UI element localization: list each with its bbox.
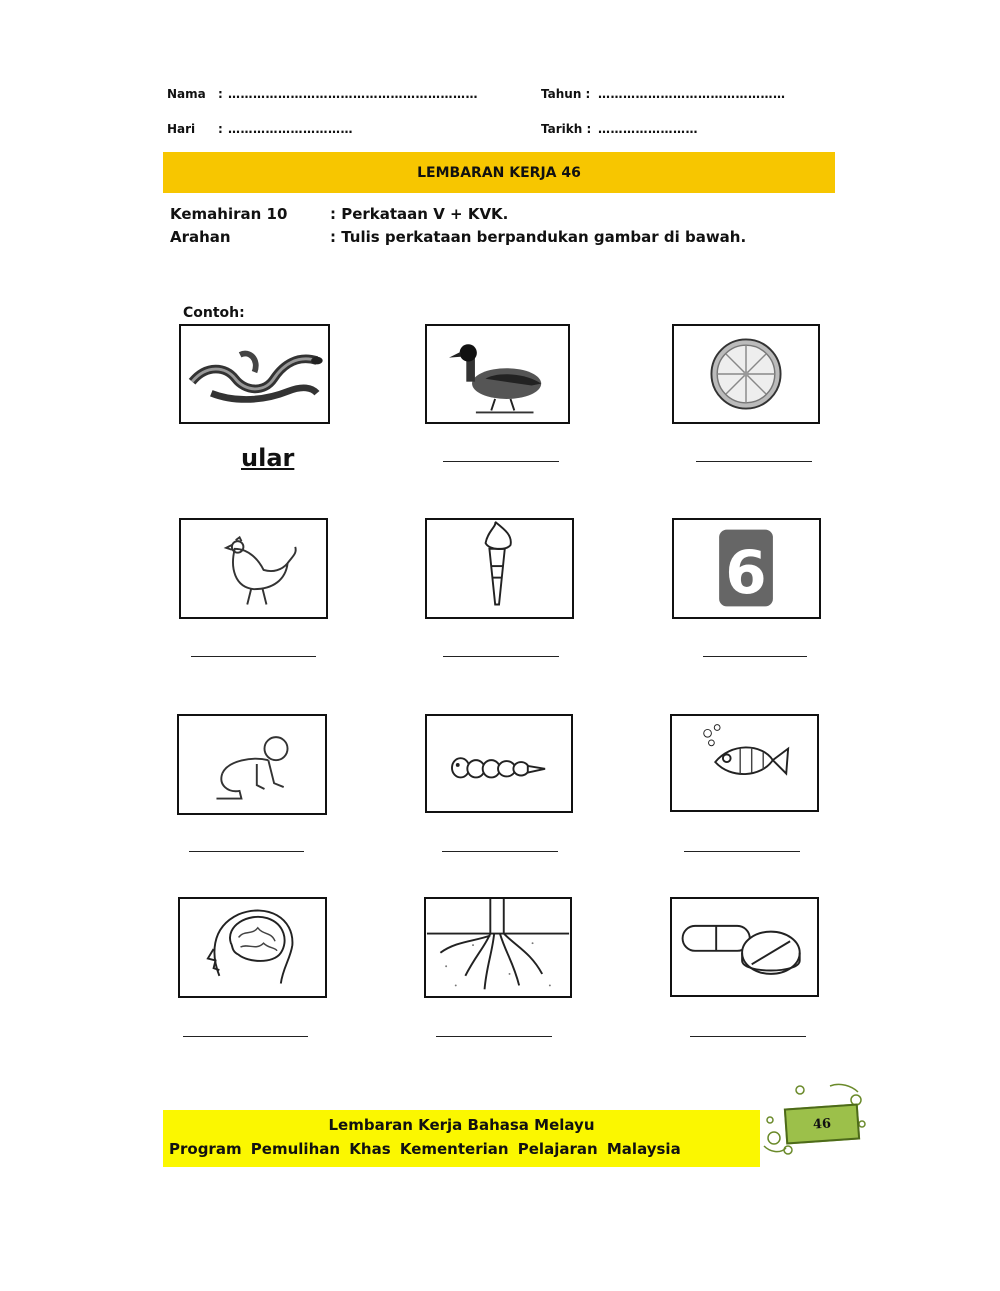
answer-line-six[interactable] xyxy=(703,656,807,657)
tahun-label: Tahun : xyxy=(541,87,591,101)
picture-duck xyxy=(425,324,570,424)
footer-line-1: Lembaran Kerja Bahasa Melayu xyxy=(328,1116,595,1134)
brain-head-icon xyxy=(180,899,325,996)
torch-icon xyxy=(427,520,572,617)
example-answer-word: ular xyxy=(241,444,295,472)
snake-icon xyxy=(181,326,328,422)
caterpillar-icon xyxy=(427,716,571,811)
answer-line-orange[interactable] xyxy=(696,461,812,462)
tarikh-label: Tarikh : xyxy=(541,122,592,136)
worksheet-title-banner xyxy=(163,152,835,193)
hen-icon xyxy=(181,520,326,617)
answer-line-torch[interactable] xyxy=(443,656,559,657)
picture-fish xyxy=(670,714,819,812)
picture-caterpillar xyxy=(425,714,573,813)
answer-line-brain[interactable] xyxy=(183,1036,308,1037)
number-six-text: 6 xyxy=(725,538,767,608)
answer-line-hen[interactable] xyxy=(191,656,316,657)
nama-label: Nama xyxy=(167,87,206,101)
hari-label: Hari xyxy=(167,122,196,136)
skill-label: Kemahiran 10 xyxy=(170,205,288,223)
direction-value: : Tulis perkataan berpandukan gambar di bawah. xyxy=(330,228,747,246)
tree-roots-icon xyxy=(426,899,570,996)
footer-line-2: Program Pemulihan Khas Kementerian Pelajaran Malaysia xyxy=(169,1140,681,1158)
pills-icon xyxy=(672,899,817,995)
duck-icon xyxy=(427,326,568,422)
footer-banner xyxy=(163,1110,760,1167)
picture-number-six xyxy=(672,518,821,619)
page-number: 46 xyxy=(812,1115,832,1133)
nama-field[interactable]: : …………………………………………………… xyxy=(218,87,478,101)
fish-icon xyxy=(672,716,817,810)
picture-hen xyxy=(179,518,328,619)
answer-line-caterpillar[interactable] xyxy=(442,851,558,852)
hari-field[interactable]: : ………………………… xyxy=(218,122,353,136)
answer-line-duck[interactable] xyxy=(443,461,559,462)
answer-line-roots[interactable] xyxy=(436,1036,552,1037)
picture-torch xyxy=(425,518,574,619)
picture-snake xyxy=(179,324,330,424)
tahun-field[interactable]: ……………………………………… xyxy=(598,87,786,101)
picture-baby xyxy=(177,714,327,815)
picture-orange xyxy=(672,324,820,424)
answer-line-fish[interactable] xyxy=(684,851,800,852)
baby-crawling-icon xyxy=(179,716,325,813)
tarikh-field[interactable]: …………………… xyxy=(598,122,698,136)
direction-label: Arahan xyxy=(170,228,231,246)
orange-half-icon xyxy=(674,326,818,422)
picture-roots xyxy=(424,897,572,998)
answer-line-baby[interactable] xyxy=(189,851,304,852)
page-number-badge xyxy=(784,1103,860,1144)
picture-brain xyxy=(178,897,327,998)
answer-line-pills[interactable] xyxy=(690,1036,806,1037)
number-six-icon xyxy=(674,520,819,617)
picture-pills xyxy=(670,897,819,997)
example-label: Contoh: xyxy=(183,305,245,321)
skill-value: : Perkataan V + KVK. xyxy=(330,205,509,223)
worksheet-title: LEMBARAN KERJA 46 xyxy=(417,164,581,181)
